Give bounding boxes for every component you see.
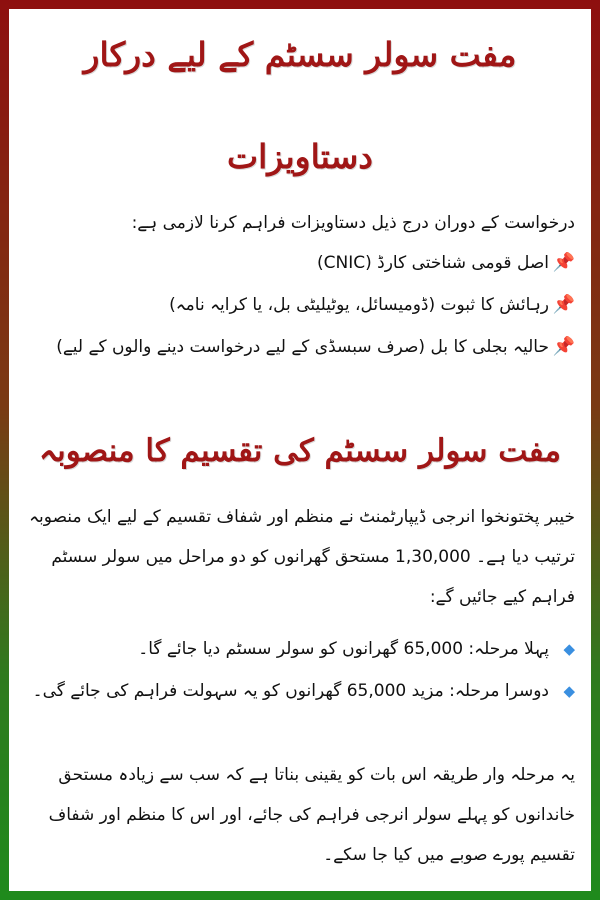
phase-item-label: پہلا مرحلہ: 65,000 گھرانوں کو سولر سسٹم دیا جائے گا۔ (138, 639, 549, 659)
document-item-electricity-bill (23, 327, 575, 367)
document-item-label: رہائش کا ثبوت (ڈومیسائل، یوٹیلیٹی بل، یا کرایہ نامہ) (169, 295, 549, 315)
pushpin-icon: 📌 (552, 252, 575, 273)
distribution-plan-paragraph: خیبر پختونخوا انرجی ڈیپارٹمنٹ نے منظم اور شفاف تقسیم کے لیے ایک منصوبہ ترتیب دیا ہے۔ 1,30,000 مستحق گھرانوں کو دو مراحل میں سولر سسٹم فراہم کیے جائیں گے: (29, 507, 575, 607)
blue-diamond-icon: ◆ (563, 640, 575, 658)
closing-paragraph: یہ مرحلہ وار طریقہ اس بات کو یقینی بناتا ہے کہ سب سے زیادہ مستحق خاندانوں کو پہلے سولر انرجی فراہم کی جائے، اور اس کا منظم اور شفاف تقسیم پورے صوبے میں کیا جا سکے۔ (48, 765, 575, 865)
distribution-plan-title: مفت سولر سسٹم کی تقسیم کا منصوبہ (38, 433, 562, 469)
documents-title-line2: دستاویزات (227, 137, 373, 176)
phase-item-label: دوسرا مرحلہ: مزید 65,000 گھرانوں کو یہ سہولت فراہم کی جائے گی۔ (32, 681, 549, 701)
pushpin-icon: 📌 (552, 294, 575, 315)
phase-item-first (23, 629, 575, 669)
documents-intro: درخواست کے دوران درج ذیل دستاویزات فراہم کرنا لازمی ہے: (131, 213, 575, 233)
document-item-residence-proof (23, 285, 575, 325)
blue-diamond-icon: ◆ (563, 682, 575, 700)
documents-title-line1: مفت سولر سسٹم کے لیے درکار (83, 35, 517, 74)
pushpin-icon: 📌 (552, 336, 575, 357)
document-card (9, 9, 591, 891)
document-item-cnic (23, 243, 575, 283)
document-item-label: اصل قومی شناختی کارڈ (CNIC) (316, 253, 549, 273)
document-item-label: حالیہ بجلی کا بل (صرف سبسڈی کے لیے درخواست دینے والوں کے لیے) (56, 337, 549, 357)
phase-item-second (23, 671, 575, 711)
